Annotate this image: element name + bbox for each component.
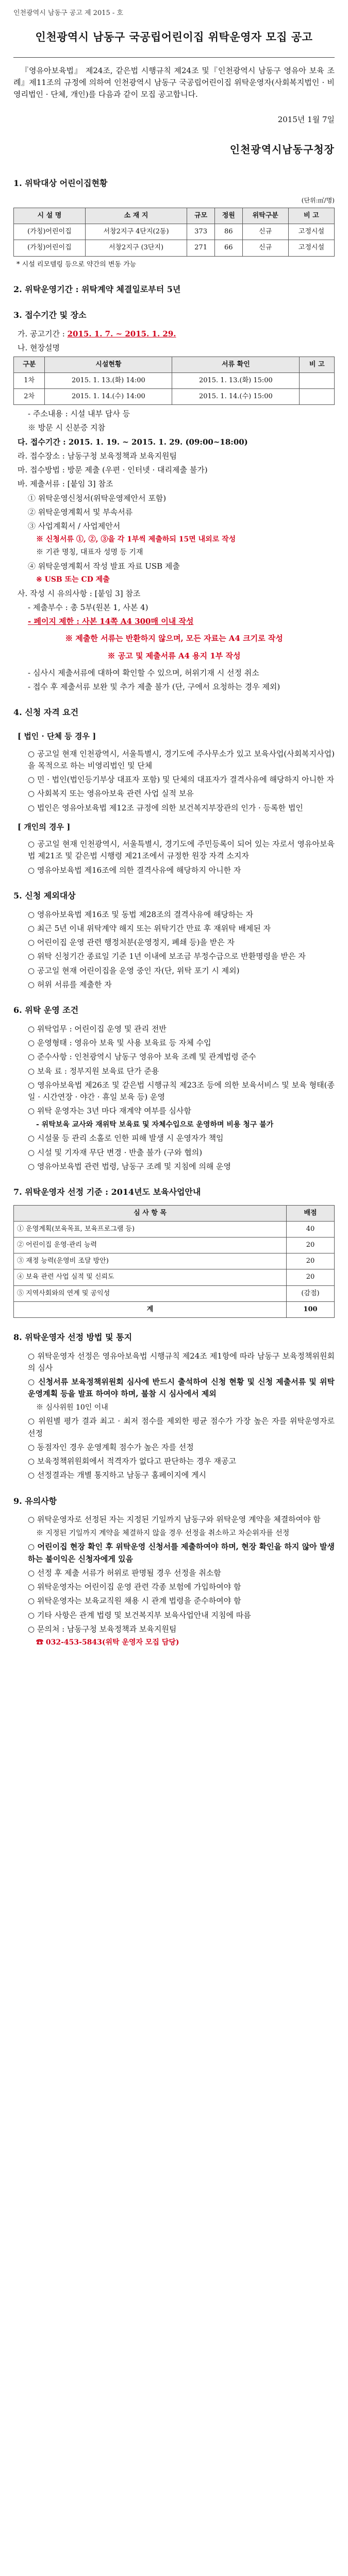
col-header: 비 고 — [288, 208, 334, 224]
selection-item: ○ 선정결과는 개별 통지하고 남동구 홈페이지에 게시 — [28, 1470, 206, 1480]
required-documents: 바. 제출서류 : [붙임 3] 참조 — [18, 479, 113, 489]
caution-item: ○ 어린이집 현장 확인 후 위탁운영 신청서를 제출하여야 하며, 현장 확인을 하지 않아 발생하는 불이익은 신청자에게 있음 — [28, 1542, 335, 1564]
table-row — [14, 240, 335, 256]
table-cell: 271 — [187, 240, 215, 256]
table-cell: 40 — [287, 1221, 335, 1237]
table-cell: 계 — [14, 1301, 287, 1317]
table-cell: 86 — [214, 224, 242, 240]
condition-item: ○ 보육 료 : 정부지원 보육료 단가 준용 — [28, 1066, 159, 1076]
condition-item: ○ 위탁 운영자는 3년 마다 재계약 여부를 심사함 — [28, 1106, 191, 1116]
table-cell: ⑤ 지역사회와의 연계 및 공익성 — [14, 1285, 287, 1301]
table-row — [14, 372, 335, 388]
col-header: 서류 확인 — [172, 357, 300, 372]
condition-item: ○ 영유아보육법 관련 법령, 남동구 조례 및 지침에 의해 운영 — [28, 1161, 231, 1171]
col-header: 위탁구분 — [242, 208, 288, 224]
condition-item: ○ 영유아보육법 제26조 및 같은법 시행규칙 제23조 등에 의한 보육서비스 및 보육 형태(종일 · 시간연장 · 야간 · 휴일 보육 등) 운영 — [28, 1080, 335, 1102]
exclusion-item: ○ 어린이집 운영 관련 행정처분(운영정지, 폐쇄 등)을 받은 자 — [28, 938, 235, 947]
eligibility-item: ○ 공고일 현재 인천광역시, 서울특별시, 경기도에 주민등록이 되어 있는 자로서 영유아보육법 제21조 및 같은법 시행령 제21조에서 규정한 원장 자격 소지자 — [28, 839, 335, 861]
supplement-note: - 접수 후 제출서류 보완 및 추가 제출 불가 (단, 구에서 요청하는 경우 제외) — [28, 682, 280, 692]
period-label: 가. 공고기간 : — [18, 329, 65, 339]
announcement-period — [18, 328, 335, 340]
notice-number: 인천광역시 남동구 공고 제 2015 - 호 — [13, 9, 123, 17]
condition-item: ○ 운영형태 : 영유아 보육 및 사용 보육료 등 자체 수입 — [28, 1038, 211, 1048]
section-6-heading: 6. 위탁 운영 조건 — [13, 1005, 79, 1015]
table-row — [14, 224, 335, 240]
table-cell: (감점) — [287, 1285, 335, 1301]
table-row — [14, 1269, 335, 1285]
section-9-heading: 9. 유의사항 — [13, 1496, 57, 1506]
caution-item: ○ 선정 후 제출 서류가 허위로 판명될 경우 선정을 취소함 — [28, 1568, 221, 1578]
eligibility-item: ○ 법인은 영유아보육법 제12조 규정에 의한 보건복지부장관의 인가 · 등록한 법인 — [28, 803, 303, 812]
facility-note: * 시설 리모델링 등으로 약간의 변동 가능 — [16, 260, 137, 268]
table-cell: (가칭)어린이집 — [14, 224, 86, 240]
exclusion-item: ○ 영유아보육법 제16조 및 동법 제28조의 결격사유에 해당하는 자 — [28, 909, 254, 919]
condition-note: - 위탁보육 교사와 재위탁 보육료 및 자체수입으로 운영하며 비용 청구 불가 — [36, 1120, 274, 1129]
table-cell: 신규 — [242, 224, 288, 240]
contact-phone: ☎ 032-453-5843(위탁 운영자 모집 담당) — [36, 1638, 179, 1647]
caution-item: ○ 위탁운영자로 선정된 자는 지정된 기일까지 남동구와 위탁운영 계약을 체결하여야 함 — [28, 1515, 321, 1524]
verification-note: - 심사시 제출서류에 대하여 확인할 수 있으며, 허위기재 시 선정 취소 — [28, 668, 259, 677]
table-cell: 2015. 1. 13.(화) 14:00 — [45, 372, 172, 388]
table-cell: ③ 재정 능력(운영비 조달 방안) — [14, 1253, 287, 1269]
table-row — [14, 389, 335, 405]
table-cell: 66 — [214, 240, 242, 256]
table-cell: ② 어린이집 운영·관리 능력 — [14, 1238, 287, 1253]
section-2-heading: 2. 위탁운영기간 : 위탁계약 체결일로부터 5년 — [13, 284, 181, 294]
condition-item: ○ 준수사항 : 인천광역시 남동구 영유아 보육 조례 및 관계법령 준수 — [28, 1052, 256, 1062]
table-cell: ① 운영계획(보육목표, 보육프로그램 등) — [14, 1221, 287, 1237]
briefing-note: ※ 방문 시 신분증 지참 — [28, 423, 105, 433]
eligibility-item: ○ 공고일 현재 인천광역시, 서울특별시, 경기도에 주사무소가 있고 보육사업(사회복지사업)을 목적으로 하는 비영리법인 및 단체 — [28, 749, 335, 770]
selection-item: ○ 신청서류 보육정책위원회 심사에 반드시 출석하여 신청 현황 및 신청 제출서류 및 위탁운영계획 등을 발표 하여야 하며, 불참 시 심사에서 제외 — [28, 1377, 335, 1399]
section-3-heading: 3. 접수기간 및 장소 — [13, 310, 87, 320]
section-7-heading: 7. 위탁운영자 선정 기준 : 2014년도 보육사업안내 — [13, 1187, 201, 1197]
briefing-note: - 주소내용 : 시설 내부 답사 등 — [28, 409, 130, 419]
table-cell: 고정시설 — [288, 240, 334, 256]
caution-note: ※ 지정된 기일까지 계약을 체결하지 않을 경우 선정을 취소하고 차순위자를 선정 — [36, 1529, 290, 1537]
table-cell: ④ 보육 관련 사업 실적 및 신뢰도 — [14, 1269, 287, 1285]
col-header: 구분 — [14, 357, 45, 372]
section-8-heading: 8. 위탁운영자 선정 방법 및 통지 — [13, 1332, 132, 1342]
table-row — [14, 1301, 335, 1317]
facility-table — [13, 208, 335, 256]
table-cell: 신규 — [242, 240, 288, 256]
table-cell: 2015. 1. 14.(수) 15:00 — [172, 389, 300, 405]
selection-item: ○ 동점자인 경우 운영계획 점수가 높은 자를 선정 — [28, 1442, 194, 1452]
section-5-heading: 5. 신청 제외대상 — [13, 890, 76, 901]
exclusion-item: ○ 위탁 신청기간 종료일 기준 1년 이내에 보조금 부정수급으로 반환명령을 받은 자 — [28, 952, 306, 961]
table-row — [14, 1221, 335, 1237]
application-period: 다. 접수기간 : 2015. 1. 19. ~ 2015. 1. 29. (09:00~18:00) — [18, 437, 248, 447]
table-cell: 20 — [287, 1269, 335, 1285]
briefing-table — [13, 357, 335, 405]
col-header: 비 고 — [300, 357, 335, 372]
document-item: ① 위탁운영신청서(위탁운영제안서 포함) — [28, 493, 167, 503]
condition-item: ○ 시설 및 기자재 무단 변경 · 반출 불가 (구와 협의) — [28, 1147, 203, 1157]
selection-item: ○ 위원별 평가 결과 최고 · 최저 점수를 제외한 평균 점수가 가장 높은 자를 위탁운영자로 선정 — [28, 1416, 335, 1438]
table-header-row — [14, 357, 335, 372]
table-cell: 서창2지구 4단지(2동) — [85, 224, 187, 240]
table-row — [14, 1253, 335, 1269]
table-cell: 100 — [287, 1301, 335, 1317]
writing-caution: 사. 작성 시 유의사항 : [붙임 3] 참조 — [18, 588, 141, 598]
document-item: ③ 사업계획서 / 사업제안서 — [28, 521, 121, 531]
table-cell: 서창2지구 (3단지) — [85, 240, 187, 256]
page-footer-space — [13, 1650, 335, 1671]
document-item: ④ 위탁운영계획서 작성 발표 자료 USB 제출 — [28, 561, 180, 571]
table-cell: 고정시설 — [288, 224, 334, 240]
unit-label: (단위:㎡/명) — [301, 197, 335, 205]
exclusion-item: ○ 공고일 현재 어린이집을 운영 중인 자(단, 위탁 포기 시 제외) — [28, 965, 240, 975]
table-cell: 1차 — [14, 372, 45, 388]
table-cell: (가칭)어린이집 — [14, 240, 86, 256]
notice-date: 2015년 1월 7일 — [277, 115, 335, 125]
copies-count: - 제출부수 : 총 5부(원본 1, 사본 4) — [28, 602, 148, 612]
eligibility-item: ○ 영유아보육법 제16조에 의한 결격사유에 해당하지 아니한 자 — [28, 865, 241, 875]
issuer-name: 인천광역시남동구청장 — [229, 143, 335, 156]
table-row — [14, 1285, 335, 1301]
table-cell: 20 — [287, 1238, 335, 1253]
table-row — [14, 1238, 335, 1253]
condition-item: ○ 위탁업무 : 어린이집 운영 및 관리 전반 — [28, 1024, 167, 1033]
col-header: 시 설 명 — [14, 208, 86, 224]
intro-block — [13, 57, 335, 158]
table-cell — [300, 389, 335, 405]
document-note: ※ 기관 명칭, 대표자 성명 등 기재 — [36, 548, 143, 557]
table-cell: 20 — [287, 1253, 335, 1269]
individual-title: [ 개인의 경우 ] — [18, 822, 71, 832]
document-note: ※ 신청서류 ①, ②, ③을 각 1부씩 제출하되 15면 내외로 작성 — [36, 535, 236, 544]
table-cell — [300, 372, 335, 388]
section-1-heading: 1. 위탁대상 어린이집현황 — [13, 178, 108, 188]
selection-item: ○ 보육정책위원회에서 적격자가 없다고 판단하는 경우 재공고 — [28, 1456, 236, 1466]
table-cell: 2015. 1. 14.(수) 14:00 — [45, 389, 172, 405]
col-header: 배점 — [287, 1205, 335, 1221]
exclusion-item: ○ 허위 서류를 제출한 자 — [28, 979, 112, 989]
document-title: 인천광역시 남동구 국공립어린이집 위탁운영자 모집 공고 — [35, 30, 313, 44]
table-cell: 373 — [187, 224, 215, 240]
application-place: 라. 접수장소 : 남동구청 보육정책과 보육지원팀 — [18, 451, 177, 461]
criteria-table — [13, 1205, 335, 1318]
col-header: 소 재 지 — [85, 208, 187, 224]
document-item: ② 위탁운영계획서 및 부속서류 — [28, 507, 133, 517]
caution-item: ○ 위탁운영자는 보육교직원 채용 시 관계 법령을 준수하여야 함 — [28, 1596, 241, 1606]
section-4-heading: 4. 신청 자격 요건 — [13, 707, 79, 718]
site-briefing-label: 나. 현장설명 — [18, 343, 60, 353]
col-header: 심 사 항 목 — [14, 1205, 287, 1221]
intro-paragraph: 『영유아보육법』 제24조, 같은법 시행규칙 제24조 및『인천광역시 남동구 영유아 보육 조례』제11조의 규정에 의하여 인천광역시 남동구 국공립어린이집 위탁운영자(사회복지법인 · 비영리법인 · 단체, 개인)를 다음과 같이 모집 공고합니다. — [13, 65, 335, 99]
a4-note: ※ 공고 및 제출서류 A4 용지 1부 작성 — [107, 651, 241, 660]
table-cell: 2차 — [14, 389, 45, 405]
application-method: 마. 접수방법 : 방문 제출 (우편 · 인터넷 · 대리제출 불가) — [18, 465, 208, 475]
selection-note: ※ 심사위원 10인 이내 — [36, 1403, 108, 1412]
usb-note: ※ USB 또는 CD 제출 — [36, 575, 110, 584]
table-header-row — [14, 1205, 335, 1221]
col-header: 정원 — [214, 208, 242, 224]
condition-item: ○ 시설물 등 관리 소홀로 인한 피해 발생 시 운영자가 책임 — [28, 1133, 224, 1143]
table-cell: 2015. 1. 13.(화) 15:00 — [172, 372, 300, 388]
col-header: 규모 — [187, 208, 215, 224]
eligibility-item: ○ 민 · 법인(법인등기부상 대표자 포함) 및 단체의 대표자가 결격사유에 해당하지 아니한 자 — [28, 775, 334, 785]
corp-title: [ 법인 · 단체 등 경우 ] — [18, 732, 96, 741]
period-value: 2015. 1. 7. ~ 2015. 1. 29. — [67, 329, 176, 339]
caution-item: ○ 기타 사항은 관계 법령 및 보건복지부 보육사업안내 지침에 따름 — [28, 1610, 251, 1620]
return-note: ※ 제출한 서류는 반환하지 않으며, 모든 자료는 A4 크기로 작성 — [65, 634, 283, 643]
contact-label: ○ 문의처 : 남동구청 보육정책과 보육지원팀 — [28, 1624, 177, 1634]
table-header-row — [14, 208, 335, 224]
caution-item: ○ 위탁운영자는 어린이집 운영 관련 각종 보험에 가입하여야 함 — [28, 1582, 241, 1592]
page-limit: - 페이지 제한 : 사본 14쪽 A4 300매 이내 작성 — [28, 617, 194, 626]
exclusion-item: ○ 최근 5년 이내 위탁계약 해지 또는 위탁기간 만료 후 재위탁 배제된 자 — [28, 923, 271, 933]
eligibility-item: ○ 사회복지 또는 영유아보육 관련 사업 실적 보유 — [28, 789, 194, 799]
col-header: 시설현황 — [45, 357, 172, 372]
selection-item: ○ 위탁운영자 선정은 영유아보육법 시행규칙 제24조 제1항에 따라 남동구 보육정책위원회의 심사 — [28, 1351, 335, 1372]
